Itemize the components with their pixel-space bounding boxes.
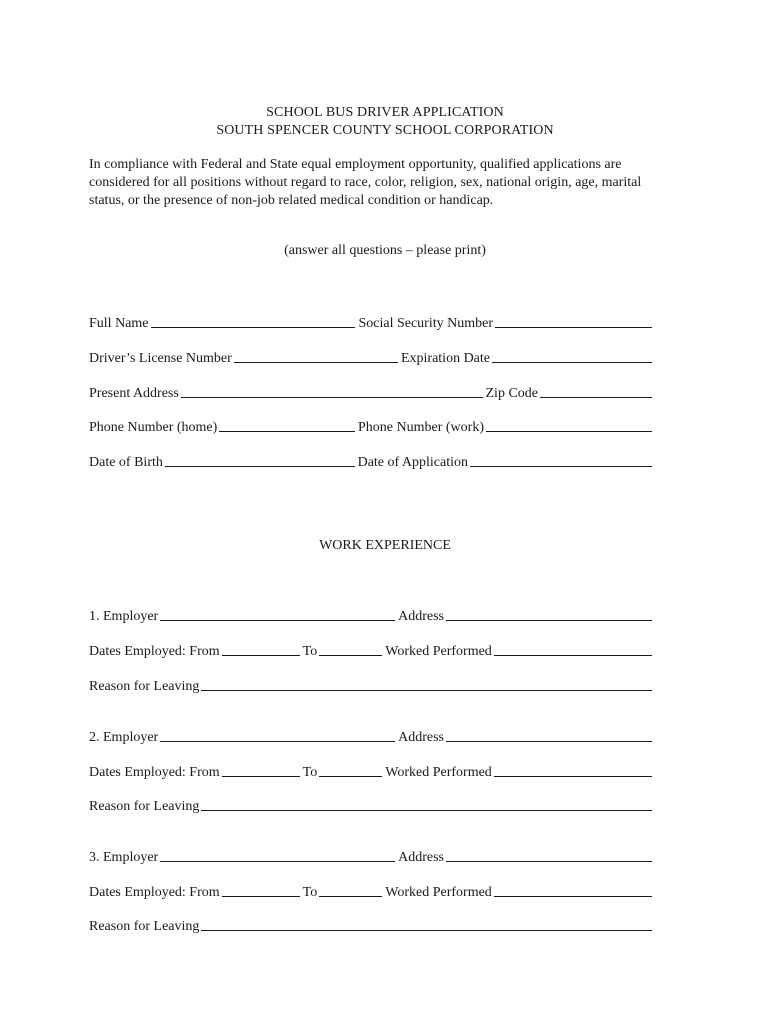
employer-2-work-field[interactable] [494, 776, 652, 777]
employer-1-work-field[interactable] [494, 655, 652, 656]
employer-label: 1. Employer [89, 609, 159, 624]
employer-2-address-field[interactable] [446, 741, 652, 742]
date-of-birth-field[interactable] [165, 466, 355, 467]
employer-3-work-field[interactable] [494, 896, 652, 897]
full-name-field[interactable] [151, 327, 356, 328]
employer-1-reason-row [89, 675, 652, 695]
address-label: Address [398, 609, 444, 624]
instructions-note: (answer all questions – please print) [284, 243, 486, 258]
employer-3-from-field[interactable] [222, 896, 300, 897]
to-label: To [302, 885, 318, 900]
employer-3-reason-row [89, 915, 652, 935]
worked-performed-label: Worked Performed [385, 765, 492, 780]
employer-1-from-field[interactable] [222, 655, 300, 656]
dates-row [89, 451, 652, 471]
zip-code-field[interactable] [540, 397, 652, 398]
full-name-label: Full Name [89, 316, 149, 331]
license-row [89, 347, 652, 367]
ssn-field[interactable] [495, 327, 652, 328]
to-label: To [302, 644, 318, 659]
dates-from-label: Dates Employed: From [89, 644, 220, 659]
phone-home-field[interactable] [219, 431, 355, 432]
employer-2-reason-row [89, 795, 652, 815]
employer-2-dates-row [89, 761, 652, 781]
date-of-application-label: Date of Application [357, 455, 468, 470]
employer-3-reason-field[interactable] [201, 930, 652, 931]
employer-1-row [89, 605, 652, 625]
reason-label: Reason for Leaving [89, 799, 200, 814]
employer-3-field[interactable] [160, 861, 395, 862]
employer-label: 3. Employer [89, 850, 159, 865]
phone-row [89, 416, 652, 436]
expiration-date-label: Expiration Date [400, 351, 490, 366]
present-address-field[interactable] [181, 397, 483, 398]
employer-2-field[interactable] [160, 741, 395, 742]
employer-1-reason-field[interactable] [201, 690, 652, 691]
employer-label: 2. Employer [89, 730, 159, 745]
address-label: Address [398, 730, 444, 745]
employer-1-address-field[interactable] [446, 620, 652, 621]
employer-2-row [89, 726, 652, 746]
employer-1-field[interactable] [160, 620, 395, 621]
form-title: SCHOOL BUS DRIVER APPLICATION [266, 105, 504, 120]
employer-3-row [89, 846, 652, 866]
employer-2-to-field[interactable] [319, 776, 382, 777]
present-address-label: Present Address [89, 386, 179, 401]
employer-2-reason-field[interactable] [201, 810, 652, 811]
address-row [89, 382, 652, 402]
name-ssn-row [89, 312, 652, 332]
address-label: Address [398, 850, 444, 865]
reason-label: Reason for Leaving [89, 679, 200, 694]
reason-label: Reason for Leaving [89, 919, 200, 934]
expiration-date-field[interactable] [492, 362, 652, 363]
work-experience-heading: WORK EXPERIENCE [319, 538, 451, 553]
zip-code-label: Zip Code [485, 386, 538, 401]
dates-from-label: Dates Employed: From [89, 885, 220, 900]
phone-work-field[interactable] [486, 431, 652, 432]
drivers-license-field[interactable] [234, 362, 398, 363]
worked-performed-label: Worked Performed [385, 885, 492, 900]
date-of-birth-label: Date of Birth [89, 455, 163, 470]
employer-3-dates-row [89, 881, 652, 901]
date-of-application-field[interactable] [470, 466, 652, 467]
employer-1-to-field[interactable] [319, 655, 382, 656]
organization-name: SOUTH SPENCER COUNTY SCHOOL CORPORATION [216, 123, 554, 138]
employer-3-to-field[interactable] [319, 896, 382, 897]
phone-work-label: Phone Number (work) [358, 420, 484, 435]
phone-home-label: Phone Number (home) [89, 420, 218, 435]
employer-3-address-field[interactable] [446, 861, 652, 862]
employer-1-dates-row [89, 640, 652, 660]
equal-opportunity-statement: In compliance with Federal and State equal employment opportunity, qualified applications are considered for all positions without regard to race, color, religion, sex, national origin, age, marital status, or the presence of non-job related medical condition or handicap. [89, 157, 642, 208]
ssn-label: Social Security Number [358, 316, 493, 331]
worked-performed-label: Worked Performed [385, 644, 492, 659]
employer-2-from-field[interactable] [222, 776, 300, 777]
dates-from-label: Dates Employed: From [89, 765, 220, 780]
drivers-license-label: Driver’s License Number [89, 351, 232, 366]
to-label: To [302, 765, 318, 780]
